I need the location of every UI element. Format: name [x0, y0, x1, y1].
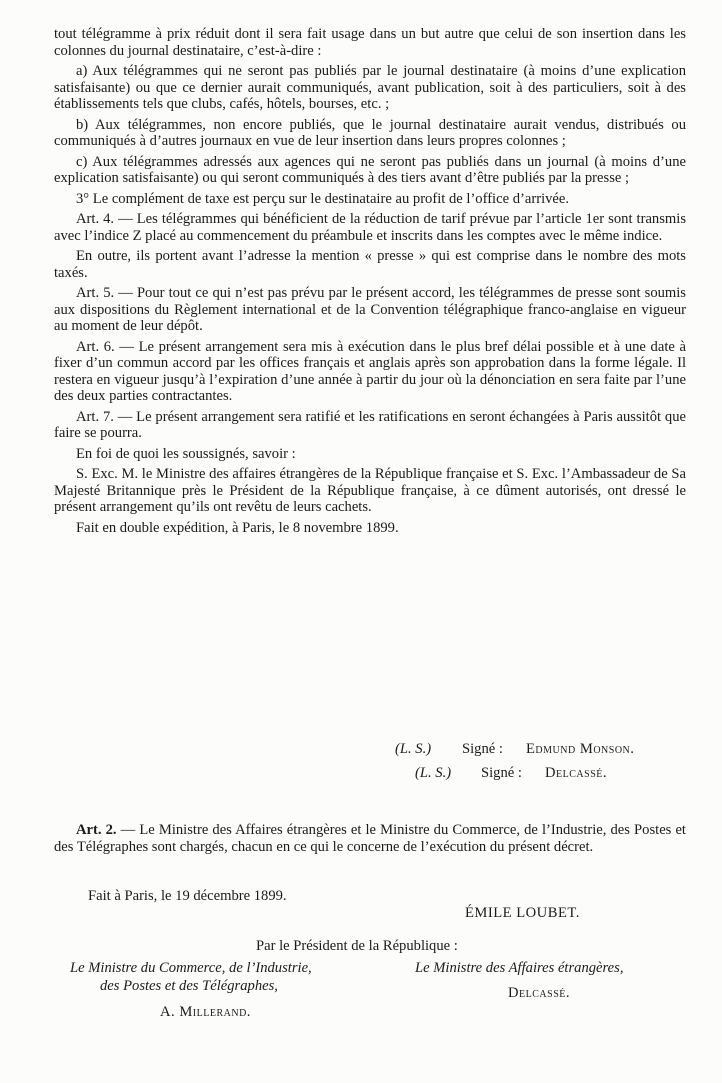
paragraph: En outre, ils portent avant l’adresse la mention « presse » qui est comprise dans le nombre des mots taxés. [54, 248, 686, 281]
minister-affaires-name: Delcassé. [508, 985, 571, 1001]
paragraph: Art. 5. — Pour tout ce qui n’est pas prévu par le présent accord, les télégrammes de presse sont soumis aux dispositions du Règlement international et de la Convention télégraphique franco-anglaise en vigueur au moment de leur dépôt. [54, 285, 686, 334]
paragraph: a) Aux télégrammes qui ne seront pas publiés par le journal destinataire (à moins d’une explication satisfaisante) ou que ce dernier aurait communiqués, avant publication, soit à des particuliers, soit à des établissements tels que clubs, cafés, hôtels, bourses, etc. ; [54, 63, 686, 112]
minister-commerce-title: Le Ministre du Commerce, de l’Industrie, [70, 960, 312, 976]
minister-affaires-title: Le Ministre des Affaires étrangères, [415, 960, 624, 976]
decree-article-text [54, 822, 686, 856]
paragraph: Fait en double expédition, à Paris, le 8 novembre 1899. [76, 519, 399, 536]
signatory-name: Delcassé. [545, 765, 608, 781]
minister-commerce-subtitle: des Postes et des Télégraphes, [100, 978, 278, 994]
paragraph: b) Aux télégrammes, non encore publiés, que le journal destinataire aurait vendus, distribués ou communiqués à d’autres journaux en vue de leur insertion dans leurs propres colonnes ; [54, 116, 686, 149]
par-le-president: Par le Président de la République : [256, 938, 458, 954]
signatory-name: Edmund Monson. [526, 741, 635, 757]
paragraph: S. Exc. M. le Ministre des affaires étrangères de la République française et S. Exc. l’Ambassadeur de Sa Majesté Britannique près le Président de la République française, à ce dûment autorisés, ont dressé le présent arrangement qu’ils ont revêtu de leurs cachets. [54, 466, 686, 515]
signe-label: Signé : [462, 741, 503, 757]
president-signature: ÉMILE LOUBET. [465, 905, 580, 921]
decree-article [54, 822, 686, 856]
minister-commerce-name: A. Millerand. [160, 1004, 251, 1020]
seal-label: (L. S.) [395, 741, 432, 757]
paragraph: tout télégramme à prix réduit dont il sera fait usage dans un but autre que celui de son insertion dans les colonnes du journal destinataire, c’est-à-dire : [54, 26, 686, 59]
paragraph: 3° Le complément de taxe est perçu sur le destinataire au profit de l’office d’arrivée. [76, 190, 570, 207]
paragraph: c) Aux télégrammes adressés aux agences qui ne seront pas publiés dans un journal (à moins d’une explication satisfaisante) ou qui seront communiqués à des tiers avant d’être publiés par la presse ; [54, 153, 686, 186]
paragraph: Art. 7. — Le présent arrangement sera ratifié et les ratifications en seront échangées à Paris aussitôt que faire se pourra. [54, 408, 686, 441]
decree-date: Fait à Paris, le 19 décembre 1899. [88, 888, 287, 904]
article-body: — Le Ministre des Affaires étrangères et le Ministre du Commerce, de l’Industrie, des Postes et des Télégraphes sont chargés, chacun en ce qui le concerne de l’exécution du présent décret. [54, 822, 686, 855]
signe-label: Signé : [481, 765, 522, 781]
paragraph: En foi de quoi les soussignés, savoir : [76, 445, 296, 462]
paragraph: Art. 6. — Le présent arrangement sera mis à exécution dans le plus bref délai possible et à une date à fixer d’un commun accord par les offices français et anglais après son approbation dans la forme légale. Il restera en vigueur jusqu’à l’expiration d’une année à partir du jour où la dénonciation en sera faite par l’une des deux parties contractantes. [54, 338, 686, 404]
paragraph: Art. 4. — Les télégrammes qui bénéficient de la réduction de tarif prévue par l’article 1er sont transmis avec l’indice Z placé au commencement du préambule et inscrits dans les comptes avec le même indice. [54, 211, 686, 244]
seal-label: (L. S.) [415, 765, 452, 781]
arrangement-text [54, 26, 686, 540]
article-label: Art. 2. [76, 822, 117, 838]
